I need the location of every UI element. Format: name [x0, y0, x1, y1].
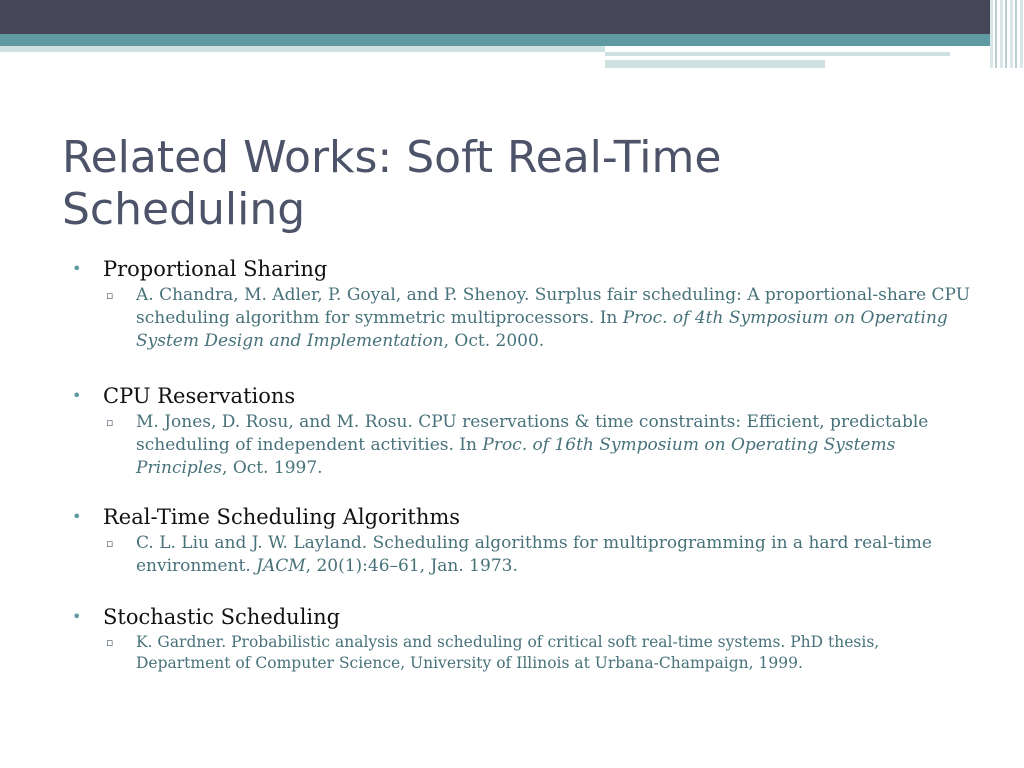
reference-item — [103, 632, 972, 674]
section-heading: CPU Reservations — [103, 384, 296, 408]
bullet-icon: • — [72, 259, 82, 278]
header-band-light-thin — [605, 52, 950, 56]
sub-bullet-icon: ▫ — [106, 416, 114, 429]
slide-content — [72, 254, 972, 674]
reference-venue: Proc. of 16th Symposium on Operating Systems Principles — [136, 435, 896, 478]
reference-text: M. Jones, D. Rosu, and M. Rosu. CPU reservations & time constraints: Efficient, predictable scheduling of independent activities. In — [136, 412, 929, 455]
sub-bullet-icon: ▫ — [106, 289, 114, 302]
section-heading: Real-Time Scheduling Algorithms — [103, 505, 461, 529]
reference-venue: JACM — [256, 556, 306, 576]
bullet-icon: • — [72, 607, 82, 626]
reference-tail: , Oct. 2000. — [443, 331, 545, 351]
header-stripes — [990, 0, 1024, 68]
spacer — [72, 480, 972, 502]
bullet-icon: • — [72, 386, 82, 405]
section-heading: Stochastic Scheduling — [103, 605, 341, 629]
section-list — [72, 254, 972, 674]
section-heading: Proportional Sharing — [103, 257, 328, 281]
section-proportional-sharing — [72, 254, 972, 353]
spacer — [72, 353, 972, 381]
reference-text: K. Gardner. Probabilistic analysis and scheduling of critical soft real-time systems. PhD thesis, Department of Computer Science, University of Illinois at Urbana-Champaign, 1999. — [136, 633, 880, 672]
bullet-icon: • — [72, 507, 82, 526]
header-band-light-short — [605, 60, 825, 68]
reference-list — [103, 411, 972, 480]
reference-tail: , 20(1):46–61, Jan. 1973. — [305, 556, 518, 576]
reference-venue: Proc. of 4th Symposium on Operating System Design and Implementation — [136, 308, 948, 351]
reference-item — [103, 411, 972, 480]
reference-text: A. Chandra, M. Adler, P. Goyal, and P. Shenoy. Surplus fair scheduling: A proportional-share CPU scheduling algorithm for symmetric multiprocessors. In — [136, 285, 971, 328]
reference-text: C. L. Liu and J. W. Layland. Scheduling algorithms for multiprogramming in a hard real-time environment. — [136, 533, 932, 576]
reference-tail: , Oct. 1997. — [222, 458, 323, 478]
sub-bullet-icon: ▫ — [106, 537, 114, 550]
reference-list — [103, 532, 972, 578]
section-cpu-reservations — [72, 381, 972, 480]
reference-item — [103, 284, 972, 353]
spacer — [72, 578, 972, 602]
reference-list — [103, 284, 972, 353]
section-real-time-scheduling-algorithms — [72, 502, 972, 578]
slide-title-line-1: Related Works: Soft Real-Time — [62, 132, 722, 183]
reference-list — [103, 632, 972, 674]
reference-item — [103, 532, 972, 578]
sub-bullet-icon: ▫ — [106, 636, 114, 649]
section-stochastic-scheduling — [72, 602, 972, 674]
slide-title — [62, 132, 962, 236]
slide-title-line-2: Scheduling — [62, 184, 306, 235]
header-band-light — [0, 46, 605, 52]
header-band-teal — [0, 34, 1024, 46]
header-band-dark — [0, 0, 1024, 34]
